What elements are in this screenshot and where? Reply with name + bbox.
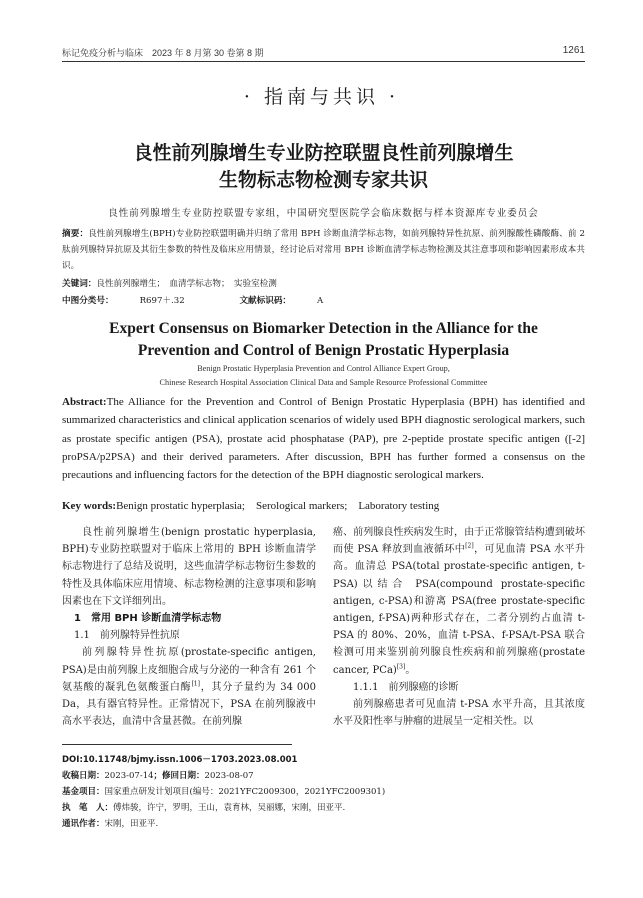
received-date: 2023-07-14: [104, 771, 154, 781]
chinese-keywords-label: 关键词：: [62, 279, 97, 289]
heading-1: 1 常用 BPH 诊断血清学标志物: [74, 613, 222, 625]
fund-line: [62, 784, 585, 800]
citation-3[interactable]: [3]: [396, 663, 406, 671]
english-keywords: [62, 497, 585, 513]
psa-continued-paragraph: [333, 524, 585, 679]
clc-value: R697＋.32: [139, 296, 185, 306]
doc-code-value: A: [317, 296, 324, 306]
english-authors-line-1: Benign Prostatic Hyperplasia Prevention and Control Alliance Expert Group,: [197, 364, 450, 373]
english-abstract: [62, 393, 585, 484]
english-abstract-text: The Alliance for the Prevention and Control of Benign Prostatic Hyperplasia (BPH) has identified and summarized characteristics and clinical application scenarios of widely used BPH diagnostic serological markers, such as prostate specific antigen (PSA), prostate acid phosphatase (PAP), pre 2-peptide prostate specific antigen ([-2] proPSA/p2PSA) and their derived parameters. After discussion, BPH has further formed a consensus on the precautions and influencing factors for the detection of the BPH diagnostic serological markers.: [62, 396, 585, 482]
dates-line: [62, 768, 585, 784]
doi-line[interactable]: DOI:10.11748/bjmy.issn.1006－1703.2023.08.001: [62, 755, 298, 765]
chinese-abstract: [62, 226, 585, 274]
writers-line: [62, 800, 585, 816]
english-keywords-text: Benign prostatic hyperplasia; Serological markers; Laboratory testing: [116, 500, 440, 512]
journal-info: 标记免疫分析与临床 2023 年 8 月第 30 卷第 8 期: [62, 48, 264, 58]
chinese-title: [62, 140, 585, 194]
psa-cont-text-a: 癌、前列腺良性疾病发生时，由于正常腺管结构遭到破坏而使 PSA 释放到血液循环中: [333, 527, 585, 556]
english-title: [62, 318, 585, 362]
psa-text-b: ，其分子量约为 34 000 Da，具有器官特异性。正常情况下，PSA 在前列腺液中高水平表达，血清中含量甚微。在前列腺: [62, 681, 316, 728]
footnotes: [62, 752, 585, 832]
fund-text: 国家重点研发计划项目(编号：2021YFC2009300，2021YFC2009301): [104, 787, 386, 797]
chinese-keywords: [62, 277, 585, 289]
chinese-title-line-1: 良性前列腺增生专业防控联盟良性前列腺增生: [133, 142, 514, 164]
doc-code-label: 文献标识码：: [239, 296, 292, 306]
revised-date: 2023-08-07: [204, 771, 254, 781]
chinese-authors: 良性前列腺增生专业防控联盟专家组，中国研究型医院学会临床数据与样本资源库专业委员会: [108, 208, 539, 219]
chinese-title-line-2: 生物标志物检测专家共识: [218, 169, 428, 191]
corresponding-line: [62, 816, 585, 832]
heading-1-1: 1.1 前列腺特异性抗原: [74, 630, 180, 642]
english-title-line-2: Prevention and Control of Benign Prostatic Hyperplasia: [137, 342, 510, 359]
received-label: 收稿日期：: [62, 771, 105, 781]
chinese-abstract-text: 良性前列腺增生(BPH)专业防控联盟明确并归纳了常用 BPH 诊断血清学标志物，如前列腺特异性抗原、前列腺酸性磷酸酶、前 2 肽前列腺特异抗原及其衍生参数的特性及临床应用情景，经讨论后对常用 BPH 诊断血清学标志物检测及其注意事项和影响因素形成本共识。: [62, 229, 585, 271]
running-head: [62, 46, 585, 60]
english-keywords-label: Key words:: [62, 500, 117, 512]
english-authors: [62, 362, 585, 390]
classification-line: [62, 294, 585, 306]
writers-text: 傅炜骏，许宁，罗明，王山，袁育林，吴丽娜，宋刚，田亚平.: [113, 803, 346, 813]
psa-paragraph: [62, 644, 316, 730]
body-right-column: [333, 524, 585, 730]
clc-label: 中图分类号：: [62, 296, 114, 306]
english-authors-line-2: Chinese Research Hospital Association Clinical Data and Sample Resource Professional Committee: [159, 378, 488, 387]
diagnosis-paragraph: 前列腺癌患者可见血清 t-PSA 水平升高，且其浓度水平及阳性率与肿瘤的进展呈一定相关性。以: [333, 699, 585, 728]
chinese-abstract-label: 摘要：: [62, 229, 89, 239]
citation-1[interactable]: [1]: [191, 680, 200, 688]
psa-text-a: 前列腺特异性抗原(prostate-specific antigen, PSA)是由前列腺上皮细胞合成与分泌的一种含有 261 个氨基酸的凝乳色氨酸蛋白酶: [62, 647, 316, 693]
english-title-line-1: Expert Consensus on Biomarker Detection in the Alliance for the: [109, 320, 538, 337]
citation-2[interactable]: [2]: [465, 542, 474, 550]
page-number: 1261: [562, 45, 585, 56]
body-left-column: [62, 524, 316, 730]
chinese-keywords-text: 良性前列腺增生； 血清学标志物； 实验室检测: [96, 279, 277, 289]
corresponding-text: 宋刚，田亚平.: [104, 819, 159, 829]
revised-label: ；修回日期：: [153, 771, 205, 781]
heading-1-1-1: 1.1.1 前列腺癌的诊断: [353, 681, 459, 693]
section-label: · 指南与共识 ·: [243, 86, 400, 108]
english-abstract-label: Abstract:: [62, 396, 107, 408]
footnote-rule: [62, 744, 292, 745]
psa-cont-text-c: 。: [405, 664, 416, 676]
psa-cont-text-b: ，可见血清 PSA 水平升高。血清总 PSA(total prostate-specific antigen, t-PSA)以结合 PSA(compound prostate-specific antigen, c-PSA)和游离 PSA(free prostate-specific antigen, f-PSA)两种形式存在，二者分别约占血清 t-PSA 的 80%、20%，血清 t-PSA、f-PSA/t-PSA 联合检测可用来鉴别前列腺良性疾病和前列腺癌(prostate cancer, PCa): [333, 544, 585, 676]
header-rule: [62, 61, 585, 62]
fund-label: 基金项目：: [62, 787, 105, 797]
corresponding-label: 通讯作者：: [62, 819, 105, 829]
writers-label: 执 笔 人：: [62, 803, 114, 813]
intro-paragraph: 良性前列腺增生(benign prostatic hyperplasia, BPH)专业防控联盟对于临床上常用的 BPH 诊断血清学标志物进行了总结及说明，这些血清学标志物衍生参数的特性及具体临床应用情境、标志物检测的注意事项和影响因素也在下文详细列出。: [62, 527, 316, 607]
